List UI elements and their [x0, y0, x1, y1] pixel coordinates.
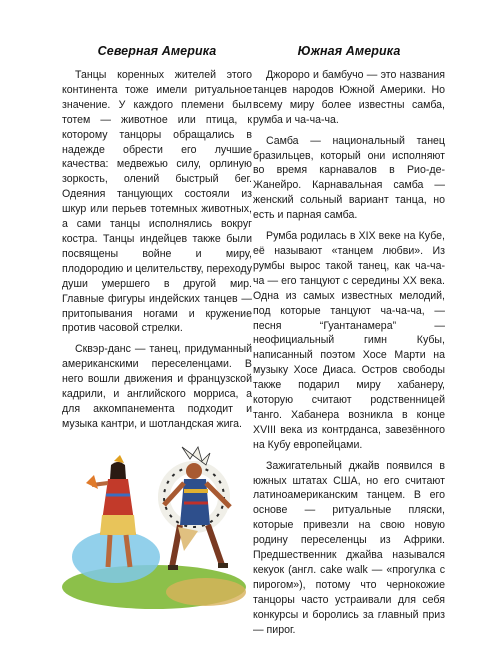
- south-paragraph-1: Джороро и бамбучо — это названия танцев народов Южной Америки. Но всему миру более известны самба, румба и ча-ча-ча.: [253, 69, 445, 126]
- north-america-section: [62, 44, 252, 438]
- north-america-heading: Северная Америка: [97, 44, 217, 58]
- north-paragraph-2: Сквэр-данс — танец, придуманный американскими переселенцами. В него вошли движения и французской кадрили, и английского морриса, а для аккомпанемента подходит и музыка кантри, и шотландская жига.: [62, 343, 252, 430]
- south-paragraph-3: Румба родилась в XIX веке на Кубе, её называют «танцем любви». Из румбы вырос такой танец, как ча-ча-ча — его танцуют с середины XX века. Одна из самых известных мелодий, под которые танцуют ча-ча-ча, — песня “Гуантанамера” — неофициальный гимн Кубы, написанный поэтом Хосе Марти на музыку Хосе Диаса. Остров свободы также подарил миру хабанеру, которую считают родственницей танго. Хабанера возникла в конце XVIII века из контрданса, завезённого на Кубу европейцами.: [253, 230, 445, 451]
- south-america-heading: Южная Америка: [297, 44, 401, 58]
- ground-sky: [72, 531, 160, 583]
- north-paragraph-1: Танцы коренных жителей этого континента тоже имели ритуальное значение. У каждого племени был тотем — животное или птица, к которому танцоры обращались в надежде обрести его лучшие качества: медвежью силу, орлиную зоркость, олений быстрый бег. Одеяния танцующих состояли из шкур или перьев тотемных животных, а сами танцы исполнялись вокруг костра. Танцы индейцев также были посвящены войне и миру, плодородию и целительству, переходу души умершего в другой мир. Главные фигуры индейских танцев — притопывания ногами и кружение против часовой стрелки.: [62, 69, 252, 335]
- male-dancer: [164, 447, 230, 570]
- south-america-section: [253, 44, 445, 644]
- south-paragraph-2: Самба — национальный танец бразильцев, который они исполняют во время карнавалов в Рио-де-Жанейро. Карнавальная самба — женский сольный вариант танца, но есть и парная самба.: [253, 134, 445, 222]
- south-paragraph-4: Зажигательный джайв появился в южных штатах США, но его считают латиноамериканским танцем. В его основе — ритуальные пляски, которые привезли на свою новую родину переселенцы из Африки. Предшественник джайва назывался кекуок (англ. cake walk — «прогулка с пирогом»), потому что чернокожие танцоры часто устраивали для себя конкурсы и боролись за главный приз — пирог.: [253, 459, 445, 636]
- native-dancers-illustration: [56, 437, 252, 613]
- ground-earth: [166, 578, 246, 606]
